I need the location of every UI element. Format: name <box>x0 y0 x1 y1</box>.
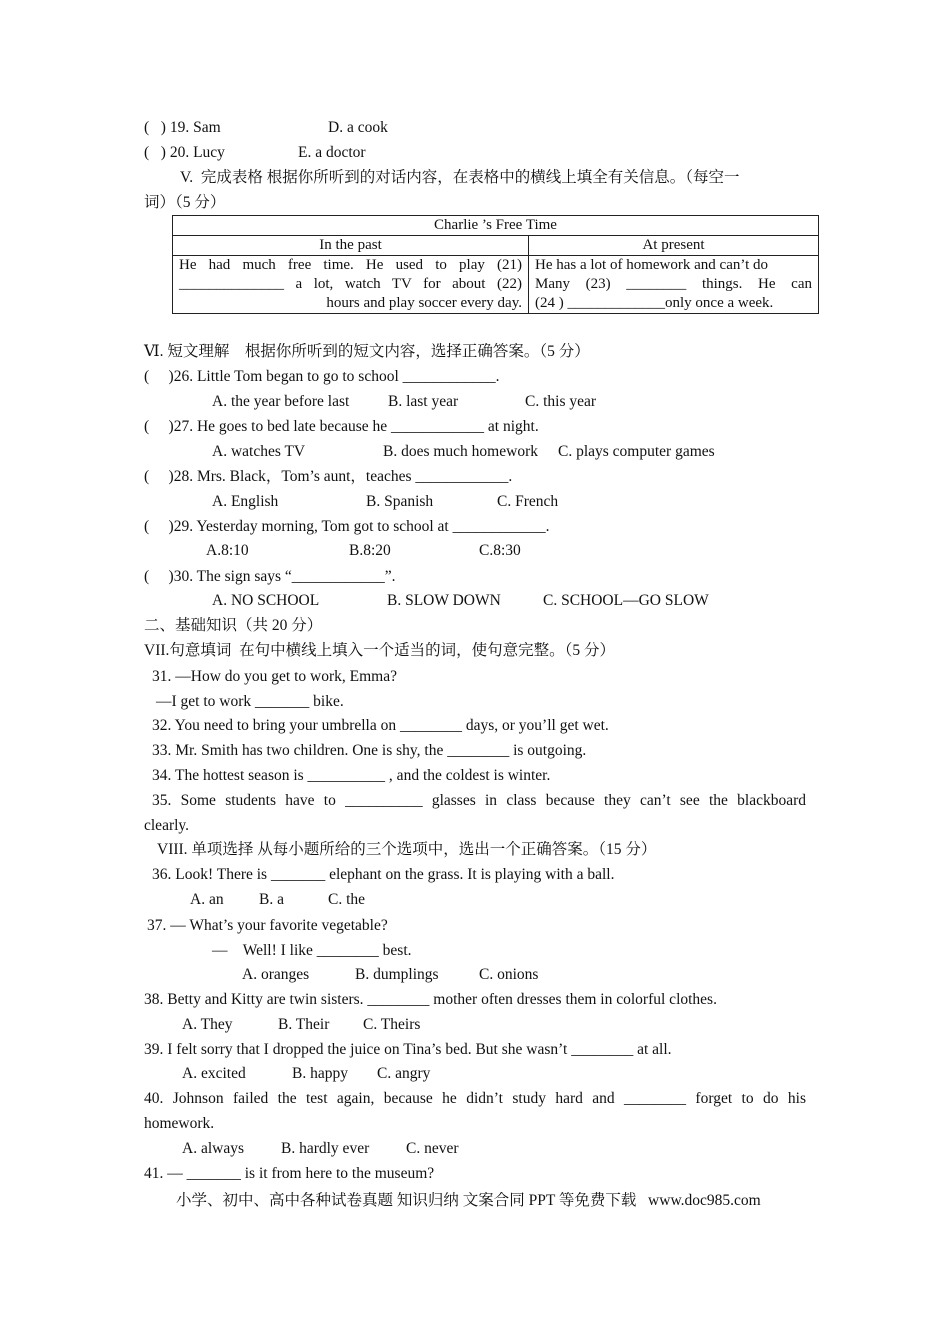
question-29-option-a: A.8:10 <box>206 542 249 559</box>
question-29-option-b: B.8:20 <box>349 542 391 559</box>
question-41: 41. — _______ is it from here to the museum? <box>144 1165 435 1182</box>
question-35: 35. Some students have to __________ glasses in class because they can’t see the blackboard <box>152 792 806 809</box>
question-40-option-b: B. hardly ever <box>281 1140 370 1157</box>
question-37-option-c: C. onions <box>479 966 539 983</box>
question-30-option-c: C. SCHOOL—GO SLOW <box>543 592 709 609</box>
question-29-option-c: C.8:30 <box>479 542 521 559</box>
question-28: ( )28. Mrs. Black，Tom’s aunt，teaches ____________. <box>144 468 513 485</box>
question-36-option-c: C. the <box>328 891 366 908</box>
section-5-heading-cont: 词）（5 分） <box>144 194 226 211</box>
question-27: ( )27. He goes to bed late because he ____________ at night. <box>144 418 539 435</box>
question-27-option-b: B. does much homework <box>383 443 538 460</box>
question-40-option-a: A. always <box>182 1140 244 1157</box>
question-40: 40. Johnson failed the test again, because he didn’t study hard and ________ forget to do his <box>144 1090 806 1107</box>
question-36-option-a: A. an <box>190 891 224 908</box>
question-20-option: E. a doctor <box>298 144 366 161</box>
question-38-option-c: C. Theirs <box>363 1016 421 1033</box>
question-27-option-c: C. plays computer games <box>558 443 715 460</box>
question-19-option: D. a cook <box>328 119 388 136</box>
cell-past <box>173 256 529 314</box>
section-6-heading: Ⅵ. 短文理解 根据你所听到的短文内容，选择正确答案。（5 分） <box>144 343 590 360</box>
question-38-option-b: B. Their <box>278 1016 330 1033</box>
question-26-option-a: A. the year before last <box>212 393 350 410</box>
question-38-option-a: A. They <box>182 1016 233 1033</box>
free-time-table <box>172 215 819 314</box>
column-header-past: In the past <box>173 236 529 256</box>
present-line-2: Many (23) ________ things. He can <box>535 276 812 292</box>
part-2-heading: 二、基础知识（共 20 分） <box>144 617 323 634</box>
question-20: ( ) 20. Lucy <box>144 144 225 161</box>
question-36: 36. Look! There is _______ elephant on the grass. It is playing with a ball. <box>152 866 615 883</box>
question-37-reply: — Well! I like ________ best. <box>212 942 412 959</box>
question-27-option-a: A. watches TV <box>212 443 306 460</box>
question-37-option-a: A. oranges <box>242 966 310 983</box>
question-28-option-a: A. English <box>212 493 279 510</box>
present-line-1: He has a lot of homework and can’t do <box>535 257 768 273</box>
question-32: 32. You need to bring your umbrella on ________ days, or you’ll get wet. <box>152 717 609 734</box>
question-35-cont: clearly. <box>144 817 190 834</box>
past-line-3: hours and play soccer every day. <box>326 295 522 311</box>
question-38: 38. Betty and Kitty are twin sisters. ________ mother often dresses them in colorful clothes. <box>144 991 717 1008</box>
question-19: ( ) 19. Sam <box>144 119 221 136</box>
question-29: ( )29. Yesterday morning, Tom got to school at ____________. <box>144 518 550 535</box>
cell-present <box>529 256 819 314</box>
question-31: 31. —How do you get to work, Emma? <box>152 668 397 685</box>
question-26-option-c: C. this year <box>525 393 597 410</box>
question-36-option-b: B. a <box>259 891 284 908</box>
past-line-2: ______________ a lot, watch TV for about (22) <box>179 276 522 292</box>
question-33: 33. Mr. Smith has two children. One is shy, the ________ is outgoing. <box>152 742 587 759</box>
column-header-present: At present <box>529 236 819 256</box>
question-39: 39. I felt sorry that I dropped the juice on Tina’s bed. But she wasn’t ________ at all. <box>144 1041 672 1058</box>
question-39-option-a: A. excited <box>182 1065 246 1082</box>
present-line-3: (24 ) _____________only once a week. <box>535 295 774 311</box>
question-34: 34. The hottest season is __________ , and the coldest is winter. <box>152 767 551 784</box>
question-26: ( )26. Little Tom began to go to school ____________. <box>144 368 500 385</box>
question-28-option-c: C. French <box>497 493 559 510</box>
question-30: ( )30. The sign says “____________”. <box>144 568 396 585</box>
past-line-1: He had much free time. He used to play (21) <box>179 257 522 273</box>
question-31-reply: —I get to work _______ bike. <box>156 693 344 710</box>
question-40-option-c: C. never <box>406 1140 459 1157</box>
question-40-cont: homework. <box>144 1115 215 1132</box>
question-30-option-a: A. NO SCHOOL <box>212 592 320 609</box>
question-26-option-b: B. last year <box>388 393 459 410</box>
table-title: Charlie ’s Free Time <box>173 216 819 236</box>
question-37: 37. — What’s your favorite vegetable? <box>147 917 388 934</box>
question-28-option-b: B. Spanish <box>366 493 434 510</box>
section-8-heading: VIII. 单项选择 从每小题所给的三个选项中，选出一个正确答案。（15 分） <box>157 841 657 858</box>
question-37-option-b: B. dumplings <box>355 966 439 983</box>
section-7-heading: VII.句意填词 在句中横线上填入一个适当的词，使句意完整。（5 分） <box>144 642 616 659</box>
question-30-option-b: B. SLOW DOWN <box>387 592 501 609</box>
question-39-option-b: B. happy <box>292 1065 348 1082</box>
section-5-heading: V. 完成表格 根据你所听到的对话内容，在表格中的横线上填全有关信息。（每空一 <box>180 169 740 186</box>
question-39-option-c: C. angry <box>377 1065 431 1082</box>
footer-text: 小学、初中、高中各种试卷真题 知识归纳 文案合同 PPT 等免费下载 www.doc985.com <box>176 1192 761 1209</box>
